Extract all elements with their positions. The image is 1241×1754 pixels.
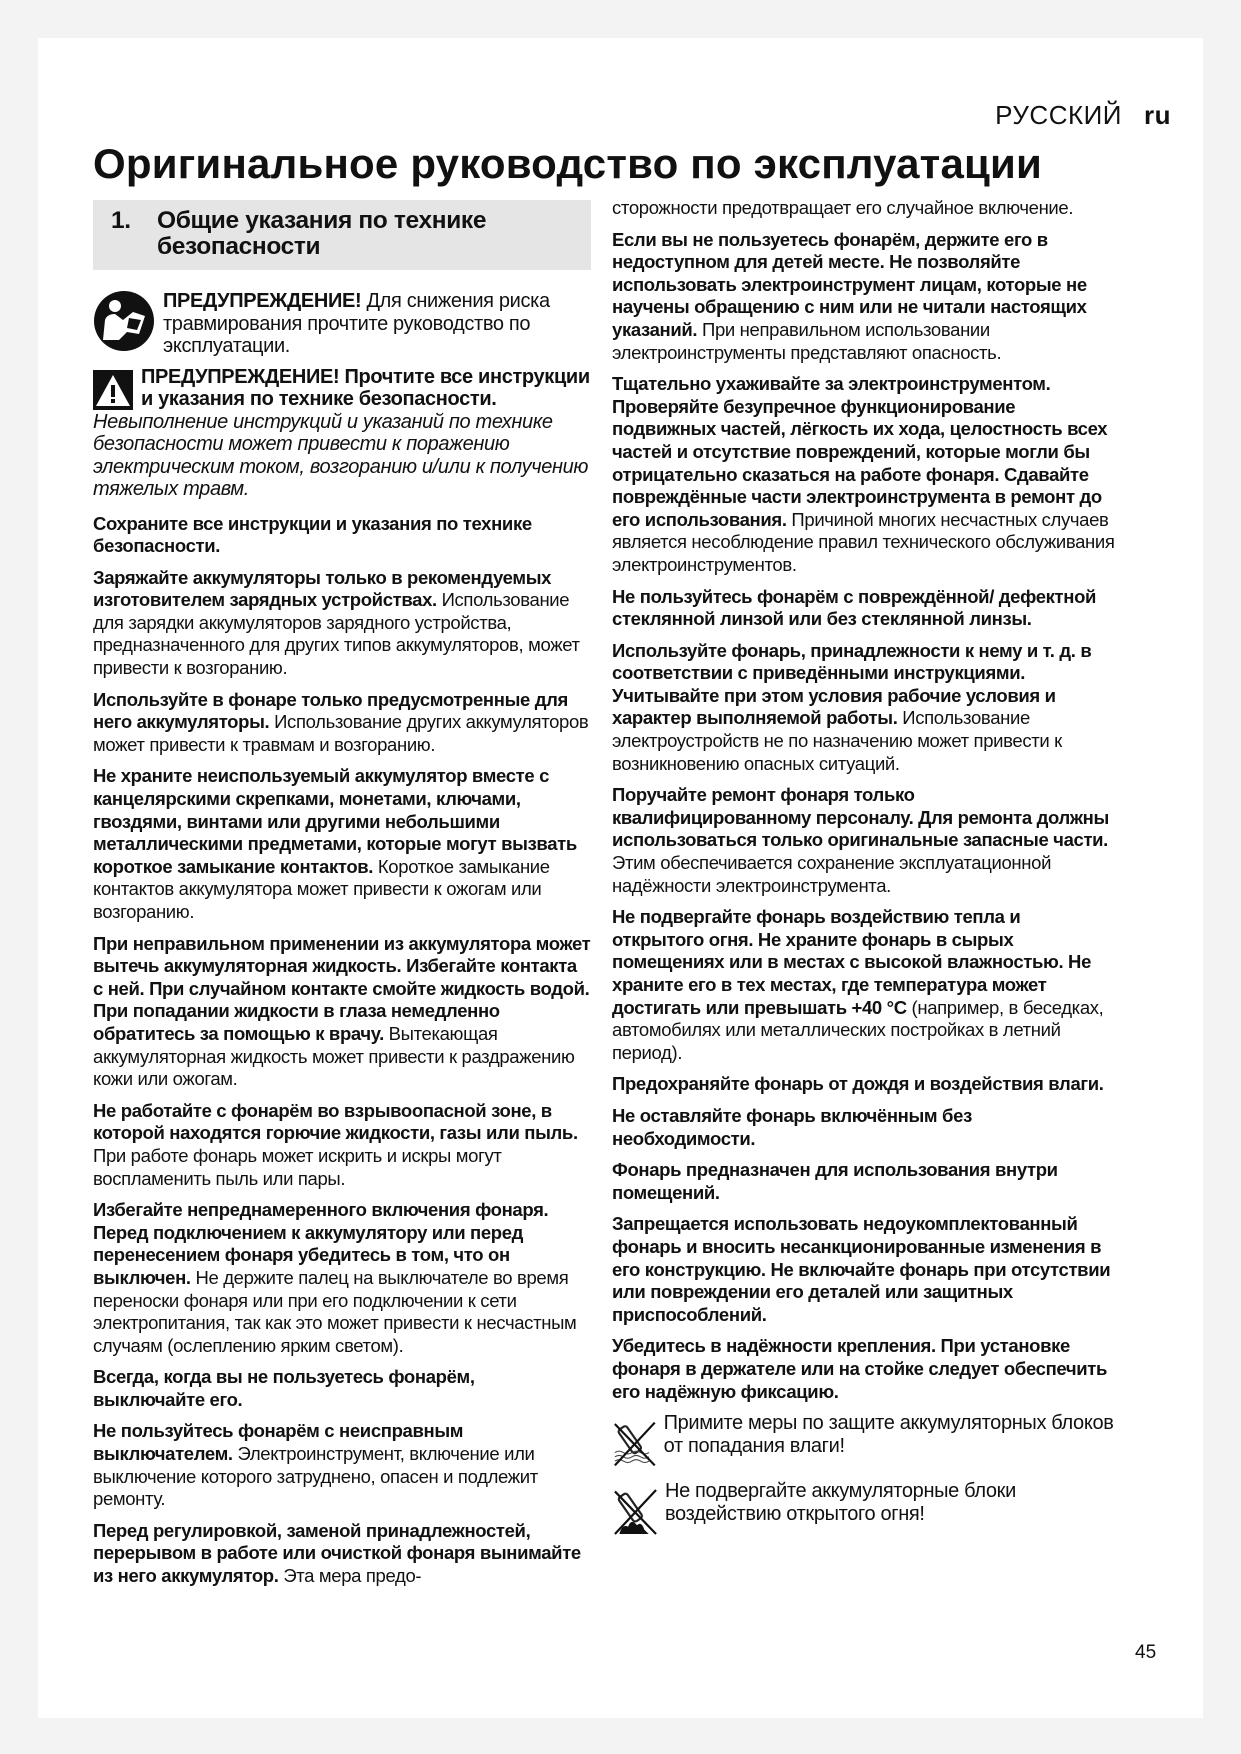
- page-number: 45: [1135, 1642, 1157, 1663]
- paragraph-text: При работе фонарь может искрить и искры могут воспламенить пыль или пары.: [93, 1144, 502, 1189]
- paragraph-bold-text: Не храните неиспользуемый аккумулятор вместе с канцелярскими скрепками, монетами, ключами, гвоздями, винтами или другими небольшими металлическими предметами, которые могут вызвать короткое замыкание контактов.: [93, 765, 577, 877]
- warning-all-bold: ПРЕДУПРЕЖДЕНИЕ! Прочтите все инструкции и указания по технике безопасности.: [141, 365, 590, 410]
- language-header: [995, 100, 1171, 131]
- paragraph-bold-text: Перед регулировкой, заменой принадлежностей, перерывом в работе или очисткой фонаря вынимайте из него аккумулятор.: [93, 1519, 581, 1587]
- paragraph-bold-text: Не пользуйтесь фонарём с неисправным выключателем.: [93, 1420, 464, 1465]
- symbol-no-water: [612, 1412, 1117, 1476]
- safety-paragraph: [612, 1213, 1117, 1326]
- safety-paragraph: [93, 1199, 591, 1357]
- safety-paragraph: [612, 197, 1117, 220]
- page-title: Оригинальное руководство по эксплуатации: [93, 140, 1043, 187]
- safety-paragraph: [93, 933, 591, 1091]
- battery-no-fire-icon: [612, 1480, 659, 1544]
- symbol-no-fire-text: Не подвергайте аккумуляторные блоки воздействию открытого огня!: [664, 1480, 1016, 1525]
- safety-paragraph: [93, 689, 591, 757]
- safety-paragraph: [93, 1520, 591, 1588]
- left-paragraphs: [93, 513, 591, 1588]
- warning-label: ПРЕДУПРЕЖДЕНИЕ!: [163, 290, 362, 312]
- paragraph-text: сторожности предотвращает его случайное включение.: [612, 197, 1074, 218]
- symbol-no-water-text: Примите меры по защите аккумуляторных блоков от попадания влаги!: [663, 1412, 1114, 1457]
- paragraph-bold-text: Не подвергайте фонарь воздействию тепла и открытого огня. Не храните фонарь в сырых помещениях или в местах с высокой влажностью. Не храните его в тех местах, где температура может достигать или превышать +40 °C: [612, 906, 1092, 1018]
- safety-paragraph: [612, 1159, 1117, 1204]
- paragraph-bold-text: Запрещается использовать недоукомплектованный фонарь и вносить несанкционированные изменения в его конструкцию. Не включайте фонарь при отсутствии или повреждении его деталей или защитных приспособлений.: [612, 1213, 1111, 1325]
- symbol-no-fire: [612, 1480, 1117, 1544]
- paragraph-bold-text: Не пользуйтесь фонарём с повреждённой/ дефектной стеклянной линзой или без стеклянной линзы.: [612, 585, 1097, 630]
- paragraph-text: Использование для зарядки аккумуляторов зарядного устройства, предназначенного для других типов аккумуляторов, может привести к возгоранию.: [93, 589, 580, 679]
- safety-paragraph: [93, 1366, 591, 1411]
- paragraph-bold-text: Используйте фонарь, принадлежности к нему и т. д. в соответствии с приведёнными инструкциями. Учитывайте при этом условия рабочие условия и характер выполняемой работы.: [612, 639, 1092, 729]
- language-label: РУССКИЙ: [995, 100, 1122, 130]
- paragraph-bold-text: Сохраните все инструкции и указания по технике безопасности.: [93, 512, 532, 557]
- safety-paragraph: [612, 784, 1117, 897]
- safety-paragraph: [612, 1073, 1117, 1096]
- paragraph-bold-text: Фонарь предназначен для использования внутри помещений.: [612, 1159, 1058, 1203]
- safety-paragraph: [93, 567, 591, 680]
- read-manual-icon: [93, 290, 155, 352]
- paragraph-bold-text: Всегда, когда вы не пользуетесь фонарём, выключайте его.: [93, 1366, 475, 1410]
- warning-text: Для снижения риска травмирования прочтите руководство по эксплуатации.: [163, 290, 550, 357]
- paragraph-bold-text: Не работайте с фонарём во взрывоопасной зоне, в которой находятся горючие жидкости, газы или пыль.: [93, 1099, 578, 1144]
- paragraph-bold-text: Тщательно ухаживайте за электроинструментом. Проверяйте безупречное функционирование подвижных частей, лёгкость их хода, целостность всех частей и отсутствие повреждений, которые могли бы отрицательно сказаться на работе фонаря. Сдавайте повреждённые части электроинструмента в ремонт до его использования.: [612, 373, 1108, 530]
- section-title: Общие указания по технике безопасности: [157, 207, 487, 260]
- warning-triangle-icon: [93, 370, 133, 410]
- safety-paragraph: [612, 1105, 1117, 1150]
- safety-paragraph: [93, 1100, 591, 1190]
- paragraph-text: Причиной многих несчастных случаев является несоблюдение правил технического обслуживания электроинструментов.: [612, 508, 1115, 575]
- paragraph-text: (например, в беседках, автомобилях или металлических постройках в летний период).: [612, 996, 1104, 1063]
- battery-no-water-icon: [612, 1412, 658, 1476]
- right-column: [612, 197, 1117, 1548]
- warning-read-all: [93, 366, 591, 501]
- safety-paragraph: [612, 906, 1117, 1064]
- paragraph-bold-text: Не оставляйте фонарь включённым без необходимости.: [612, 1104, 972, 1149]
- paragraph-bold-text: При неправильном применении из аккумулятора может вытечь аккумуляторная жидкость. Избегайте контакта с ней. При случайном контакте смойте жидкость водой. При попадании жидкости в глаза немедленно обратитесь за помощью к врачу.: [93, 932, 591, 1044]
- safety-paragraph: [93, 1420, 591, 1510]
- paragraph-text: Электроинструмент, включение или выключение которого затруднено, опасен и подлежит ремонту.: [93, 1443, 538, 1510]
- paragraph-bold-text: Поручайте ремонт фонаря только квалифицированному персоналу. Для ремонта должны использоваться только оригинальные запасные части.: [612, 784, 1109, 851]
- paragraph-text: Эта мера предо-: [278, 1565, 422, 1587]
- safety-paragraph: [612, 586, 1117, 631]
- paragraph-bold-text: Если вы не пользуетесь фонарём, держите его в недоступном для детей месте. Не позволяйте использовать электроинструмент лицам, которые не научены обращению с ним или не читали настоящих указаний.: [612, 228, 1087, 340]
- left-column: [93, 200, 591, 1597]
- safety-paragraph: [612, 640, 1117, 776]
- language-code: ru: [1144, 100, 1171, 130]
- safety-paragraph: [93, 513, 591, 558]
- paragraph-text: Не держите палец на выключателе во время переноски фонаря или при его подключении к сети электропитания, так как это может привести к несчастным случаям (ослеплению ярким светом).: [93, 1266, 577, 1356]
- paragraph-text: Использование электроустройств не по назначению может привести к возникновению опасных ситуаций.: [612, 707, 1062, 774]
- paragraph-bold-text: Заряжайте аккумуляторы только в рекомендуемых изготовителем зарядных устройствах.: [93, 566, 552, 611]
- paragraph-bold-text: Используйте в фонаре только предусмотренные для него аккумуляторы.: [93, 688, 568, 733]
- warning-read-manual: [93, 290, 591, 358]
- safety-paragraph: [612, 1335, 1117, 1403]
- paragraph-bold-text: Убедитесь в надёжности крепления. При установке фонаря в держателе или на стойке следует обеспечить его надёжную фиксацию.: [612, 1335, 1108, 1402]
- paragraph-text: Короткое замыкание контактов аккумулятора может привести к ожогам или возгоранию.: [93, 855, 550, 922]
- safety-paragraph: [93, 765, 591, 923]
- safety-paragraph: [612, 373, 1117, 576]
- paragraph-text: При неправильном использовании электроинструменты представляют опасность.: [612, 318, 1002, 363]
- paragraph-text: Использование других аккумуляторов может привести к травмам и возгоранию.: [93, 711, 589, 755]
- paragraph-bold-text: Предохраняйте фонарь от дождя и воздействия влаги.: [612, 1073, 1104, 1095]
- section-heading: [93, 200, 591, 270]
- paragraph-text: Вытекающая аккумуляторная жидкость может привести к раздражению кожи или ожогам.: [93, 1022, 575, 1090]
- section-number: 1.: [111, 207, 131, 234]
- right-paragraphs: [612, 197, 1117, 1403]
- paragraph-bold-text: Избегайте непреднамеренного включения фонаря. Перед подключением к аккумулятору или перед перенесением фонаря убедитесь в том, что он выключен.: [93, 1199, 549, 1288]
- warning-all-italic: Невыполнение инструкций и указаний по технике безопасности может привести к поражению электрическим током, возгоранию и/или к получению тяжелых травм.: [93, 410, 589, 500]
- paragraph-text: Этим обеспечивается сохранение эксплуатационной надёжности электроинструмента.: [612, 852, 1052, 896]
- safety-paragraph: [612, 229, 1117, 365]
